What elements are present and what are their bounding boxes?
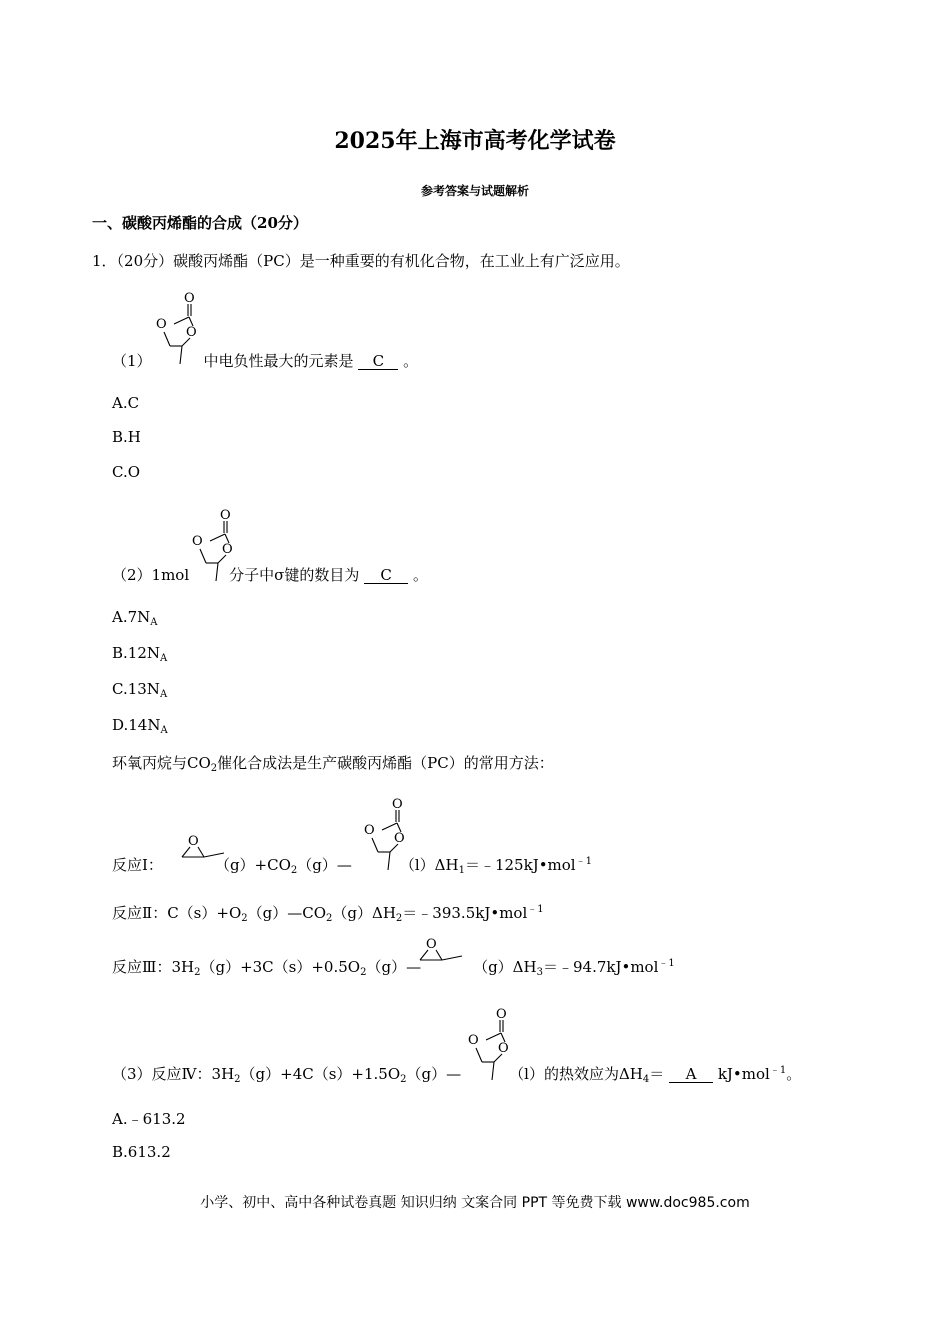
- answer-blank-1: C: [358, 353, 398, 370]
- svg-text:O: O: [364, 823, 375, 838]
- svg-text:O: O: [184, 291, 195, 306]
- option-1a: A.C: [112, 394, 140, 412]
- svg-text:O: O: [426, 937, 437, 952]
- answer-blank-3: A: [669, 1066, 713, 1083]
- answer-blank-2: C: [364, 567, 408, 584]
- reaction-3: 反应Ⅲ：$3H_2(g)+3C(s)+0.5O_2(g)—$ $(g)\Delta H_3=﹣94.7kJ•mol^{﹣1}$: [112, 958, 675, 978]
- option-2d: $D.14N_A$: [112, 716, 168, 736]
- option-2a: $A.7N_A$: [112, 608, 158, 628]
- method-intro: 环氧丙烷与$CO_2$催化合成法是生产碳酸丙烯酯（PC）的常用方法：: [112, 754, 554, 774]
- section-heading: 一、碳酸丙烯酯的合成（20分）: [92, 214, 308, 232]
- option-1b: B.H: [112, 428, 141, 446]
- q1-part1: （1） 中电负性最大的元素是 C 。: [112, 352, 419, 370]
- svg-text:O: O: [156, 317, 167, 332]
- question-stem: 1．（20分）碳酸丙烯酯（PC）是一种重要的有机化合物，在工业上有广泛应用。: [92, 252, 630, 270]
- reaction-2: 反应Ⅱ：$C(s)+O_2(g)—CO_2(g)\Delta H_2=﹣393.5kJ•mol^{﹣1}$: [112, 904, 544, 924]
- q1-part2: （2）1mol 分子中σ键的数目为 C 。: [112, 566, 428, 584]
- svg-text:O: O: [496, 1007, 507, 1022]
- option-3b: B.613.2: [112, 1143, 171, 1161]
- svg-text:O: O: [220, 508, 231, 523]
- svg-text:O: O: [222, 542, 233, 557]
- q1-part3: （3）反应Ⅳ：$3H_2(g)+4C(s)+1.5O_2(g)—$ （l）的热效应为$\Delta H_4= A$ kJ•mol$^{﹣1}$。: [112, 1065, 802, 1085]
- svg-text:O: O: [392, 797, 403, 812]
- page-title: 2025年上海市高考化学试卷: [334, 128, 616, 154]
- svg-text:O: O: [468, 1033, 479, 1048]
- option-3a: A.﹣613.2: [112, 1110, 186, 1128]
- svg-text:O: O: [394, 831, 405, 846]
- svg-text:O: O: [186, 325, 197, 340]
- option-1c: C.O: [112, 463, 141, 481]
- option-2b: $B.12N_A$: [112, 644, 168, 664]
- svg-text:O: O: [498, 1041, 509, 1056]
- page-subtitle: 参考答案与试题解析: [420, 184, 529, 198]
- svg-text:O: O: [192, 534, 203, 549]
- svg-text:O: O: [188, 834, 199, 849]
- reaction-1: 反应Ⅰ： $(g)+CO_2(g)—$ $(l)\Delta H_1=﹣125kJ•mol^{﹣1}$: [112, 856, 592, 876]
- page-footer: 小学、初中、高中各种试卷真题 知识归纳 文案合同 PPT 等免费下载 www.doc985.com: [200, 1195, 750, 1211]
- option-2c: $C.13N_A$: [112, 680, 168, 700]
